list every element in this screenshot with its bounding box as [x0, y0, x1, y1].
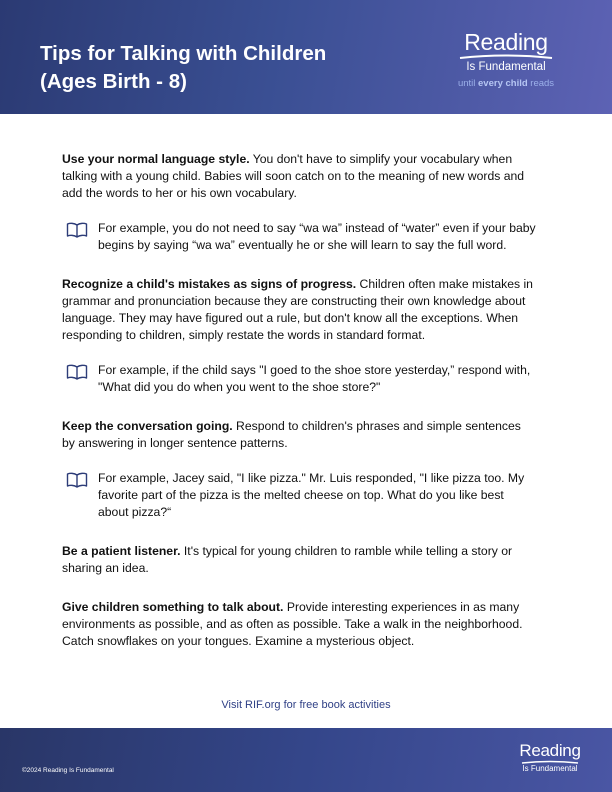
- example-text: For example, you do not need to say “wa wa” instead of “water” even if your baby begins by saying “wa wa” eventually he or she will learn to say the full word.: [98, 221, 536, 252]
- tip-paragraph: [62, 543, 536, 577]
- header-banner: [0, 0, 612, 114]
- tips-content: [62, 151, 536, 672]
- tip-paragraph: [62, 418, 536, 452]
- tip-example: [62, 362, 536, 396]
- copyright-text: ©2024 Reading Is Fundamental: [22, 767, 114, 774]
- tip-body: Provide interesting experiences in as many environments as possible, and as often as possible. Take a walk in the neighborhood. Catch snowflakes on your tongues. Examine a mysterious object.: [62, 600, 523, 648]
- tip-body: It's typical for young children to ramble while telling a story or sharing an idea.: [62, 544, 513, 575]
- tip-heading: Keep the conversation going.: [62, 419, 233, 433]
- tip-example: [62, 470, 536, 521]
- title-line-1: Tips for Talking with Children: [40, 42, 327, 65]
- page-title: [40, 40, 326, 96]
- logo-wordmark: Reading: [464, 29, 548, 55]
- open-book-icon: [66, 222, 88, 238]
- rif-logo: [446, 30, 566, 89]
- tip-example: [62, 220, 536, 254]
- tip-body: You don't have to simplify your vocabulary when talking with a young child. Babies will soon catch on to the meaning of new words and add the words to her or his own vocabulary.: [62, 152, 525, 200]
- tip-paragraph: [62, 599, 536, 650]
- tip-heading: Give children something to talk about.: [62, 600, 284, 614]
- tip-body: Children often make mistakes in grammar and pronunciation because they are constructing their own knowledge about language. They may have figured out a rule, but don't know all the exceptions. When responding to children, simply restate the words in standard format.: [62, 277, 533, 342]
- tip-heading: Use your normal language style.: [62, 152, 250, 166]
- example-text: For example, if the child says "I goed to the shoe store yesterday,” respond with, "What did you do when you went to the shoe store?": [98, 363, 531, 394]
- example-text: For example, Jacey said, "I like pizza." Mr. Luis responded, "I like pizza too. My favorite part of the pizza is the melted cheese on top. What do you like best about pizza?“: [98, 471, 525, 519]
- tip-paragraph: [62, 151, 536, 202]
- title-line-2: (Ages Birth - 8): [40, 70, 187, 93]
- tip-heading: Be a patient listener.: [62, 544, 181, 558]
- logo-tagline: until every child reads: [457, 78, 555, 89]
- footer-banner: [0, 728, 612, 792]
- tip-body: Respond to children's phrases and simple sentences by answering in longer sentence patterns.: [62, 419, 521, 450]
- tip-heading: Recognize a child's mistakes as signs of progress.: [62, 277, 357, 291]
- footer-logo-wordmark: Reading: [519, 741, 581, 760]
- footer-logo: [518, 742, 582, 774]
- open-book-icon: [66, 472, 88, 488]
- logo-subtitle: Is Fundamental: [466, 61, 546, 73]
- open-book-icon: [66, 364, 88, 380]
- rif-link[interactable]: Visit RIF.org for free book activities: [221, 699, 391, 711]
- footer-logo-subtitle: Is Fundamental: [522, 764, 578, 773]
- tip-paragraph: [62, 276, 536, 344]
